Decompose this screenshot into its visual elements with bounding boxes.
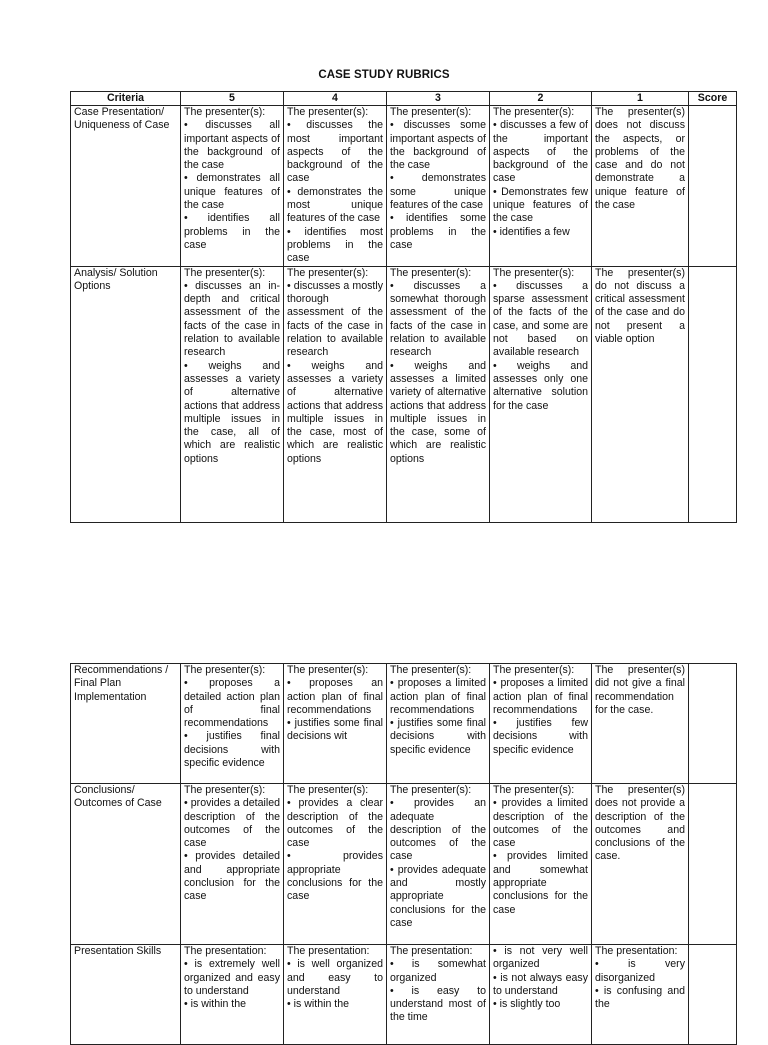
cell-text-line: • weighs and assesses only one alternative solution for the case xyxy=(493,359,588,412)
cell-text-line: The presenter(s): xyxy=(184,784,266,796)
cell-text-line: • demonstrates all unique features of the case xyxy=(184,172,280,212)
level-2-cell xyxy=(490,784,592,945)
cell-text-line: • provides an adequate description of the outcomes of the case xyxy=(390,797,486,863)
cell-text-line: • is easy to understand most of the time xyxy=(390,984,486,1024)
cell-text-line: The presenter(s): xyxy=(287,106,369,118)
level-4-cell xyxy=(284,945,387,1045)
score-cell xyxy=(689,784,737,945)
cell-text-line: • proposes a limited action plan of final recommendations xyxy=(390,677,486,716)
cell-text-line: The presenter(s): xyxy=(287,664,369,676)
level-3-cell xyxy=(387,106,490,267)
cell-text-line: • justifies some final decisions wit xyxy=(287,717,383,743)
criteria-cell: Recommendations / Final Plan Implementation xyxy=(71,664,181,784)
table-row xyxy=(71,106,737,267)
cell-text-line: • is well organized and easy to understand xyxy=(287,958,383,997)
cell-text-line: • provides a limited description of the outcomes of the case xyxy=(493,797,588,850)
level-5-cell xyxy=(181,106,284,267)
cell-text-line: The presentation: xyxy=(390,945,473,957)
level-5-cell xyxy=(181,945,284,1045)
cell-text-line: • weighs and assesses a variety of alternative actions that address multiple issues in the case, all of which are realistic options xyxy=(184,359,280,465)
cell-text-line: • discusses an in-depth and critical assessment of the facts of the case in relation to available research xyxy=(184,279,280,359)
cell-text-line: The presenter(s): xyxy=(493,106,575,118)
cell-text-line: • provides adequate and mostly appropriate conclusions for the case xyxy=(390,863,486,929)
header-score: Score xyxy=(689,92,737,106)
cell-text-line: • discusses a somewhat thorough assessment of the facts of the case in relation to available research xyxy=(390,279,486,359)
level-5-cell xyxy=(181,266,284,522)
level-1-cell: The presenter(s) do not discuss a critical assessment of the case and do not present a viable option xyxy=(592,266,689,522)
header-score-5: 5 xyxy=(181,92,284,106)
cell-text-line: • proposes an action plan of final recommendations xyxy=(287,677,383,716)
score-cell xyxy=(689,106,737,267)
level-1-cell xyxy=(592,945,689,1045)
level-1-cell: The presenter(s) does not provide a description of the outcomes and conclusions of the case. xyxy=(592,784,689,945)
criteria-cell: Conclusions/ Outcomes of Case xyxy=(71,784,181,945)
cell-text-line: The presenter(s): xyxy=(493,266,575,279)
header-score-2: 2 xyxy=(490,92,592,106)
level-4-cell xyxy=(284,266,387,522)
cell-text-line: • provides appropriate conclusions for the case xyxy=(287,850,383,903)
level-3-cell xyxy=(387,266,490,522)
rubric-table-page-2 xyxy=(70,663,737,1045)
cell-text-line: • is very disorganized xyxy=(595,958,685,984)
level-1-cell: The presenter(s) did not give a final recommendation for the case. xyxy=(592,664,689,784)
table-row xyxy=(71,784,737,945)
cell-text-line: • discusses a sparse assessment of the facts of the case, and some are not based on available research xyxy=(493,279,588,359)
cell-text-line: • demonstrates some unique features of the case xyxy=(390,172,486,212)
score-cell xyxy=(689,664,737,784)
cell-text-line: • demonstrates the most unique features of the case xyxy=(287,185,383,225)
cell-text-line: • proposes a limited action plan of final recommendations xyxy=(493,677,588,716)
level-1-cell: The presenter(s) does not discuss the aspects, or problems of the case and do not demonstrate a unique feature of the case xyxy=(592,106,689,267)
table-row xyxy=(71,945,737,1045)
cell-text-line: • identifies a few xyxy=(493,225,570,238)
cell-text-line: The presentation: xyxy=(287,945,370,957)
cell-text-line: • is within the xyxy=(287,998,350,1011)
cell-text-line: The presenter(s): xyxy=(287,784,369,796)
level-4-cell xyxy=(284,784,387,945)
level-3-cell xyxy=(387,664,490,784)
cell-text-line: • is extremely well organized and easy to understand xyxy=(184,958,280,997)
level-4-cell xyxy=(284,106,387,267)
rubric-table-page-1 xyxy=(70,91,737,523)
table-row xyxy=(71,266,737,522)
cell-text-line: • proposes a detailed action plan of final recommendations xyxy=(184,677,280,730)
cell-text-line: • provides limited and somewhat appropriate conclusions for the case xyxy=(493,850,588,916)
cell-text-line: • is within the xyxy=(184,998,247,1011)
score-cell xyxy=(689,266,737,522)
cell-text-line: • discusses some important aspects of the background of the case xyxy=(390,119,486,172)
table-row xyxy=(71,664,737,784)
cell-text-line: • weighs and assesses a limited variety of alternative actions that address multiple issues in the case, some of which are realistic options xyxy=(390,359,486,465)
header-score-1: 1 xyxy=(592,92,689,106)
score-cell xyxy=(689,945,737,1045)
cell-text-line: The presenter(s): xyxy=(390,664,472,676)
cell-text-line: • is not very well organized xyxy=(493,945,588,971)
cell-text-line: • justifies few decisions with specific evidence xyxy=(493,717,588,756)
cell-text-line: • provides a clear description of the outcomes of the case xyxy=(287,797,383,850)
cell-text-line: • is not always easy to understand xyxy=(493,971,588,997)
cell-text-line: The presentation: xyxy=(184,945,267,957)
cell-text-line: • weighs and assesses a variety of alternative actions that address multiple issues in the case, most of which are realistic options xyxy=(287,359,383,465)
level-5-cell xyxy=(181,784,284,945)
cell-text-line: • discusses the most important aspects of the background of the case xyxy=(287,119,383,185)
level-3-cell xyxy=(387,945,490,1045)
header-score-3: 3 xyxy=(387,92,490,106)
header-score-4: 4 xyxy=(284,92,387,106)
cell-text-line: • identifies most problems in the case xyxy=(287,225,383,265)
cell-text-line: • identifies some problems in the case xyxy=(390,212,486,251)
header-criteria: Criteria xyxy=(71,92,181,106)
cell-text-line: The presenter(s): xyxy=(390,784,472,796)
cell-text-line: The presenter(s): xyxy=(493,784,575,796)
cell-text-line: The presenter(s): xyxy=(493,664,575,676)
cell-text-line: • is somewhat organized xyxy=(390,958,486,984)
level-3-cell xyxy=(387,784,490,945)
cell-text-line: • provides detailed and appropriate conclusion for the case xyxy=(184,850,280,903)
criteria-cell: Presentation Skills xyxy=(71,945,181,1045)
cell-text-line: The presentation: xyxy=(595,945,678,957)
header-row xyxy=(71,92,737,106)
cell-text-line: The presenter(s): xyxy=(184,106,266,118)
level-2-cell xyxy=(490,266,592,522)
cell-text-line: • discusses all important aspects of the background of the case xyxy=(184,119,280,172)
level-5-cell xyxy=(181,664,284,784)
cell-text-line: The presenter(s): xyxy=(390,106,472,118)
cell-text-line: • identifies all problems in the case xyxy=(184,212,280,251)
criteria-cell: Case Presentation/ Uniqueness of Case xyxy=(71,106,181,267)
level-2-cell xyxy=(490,664,592,784)
cell-text-line: The presenter(s): xyxy=(287,266,369,279)
cell-text-line: • is slightly too xyxy=(493,998,561,1011)
cell-text-line: The presenter(s): xyxy=(184,266,266,279)
cell-text-line: • justifies final decisions with specific evidence xyxy=(184,730,280,770)
cell-text-line: The presenter(s): xyxy=(184,664,266,676)
criteria-cell: Analysis/ Solution Options xyxy=(71,266,181,522)
cell-text-line: • discusses a mostly thorough assessment of the facts of the case in relation to available research xyxy=(287,279,383,359)
cell-text-line: • discusses a few of the important aspects of the background of the case xyxy=(493,119,588,185)
cell-text-line: • justifies some final decisions with specific evidence xyxy=(390,717,486,756)
level-4-cell xyxy=(284,664,387,784)
level-2-cell xyxy=(490,945,592,1045)
document-title: CASE STUDY RUBRICS xyxy=(318,69,450,81)
cell-text-line: The presenter(s): xyxy=(390,266,472,279)
level-2-cell xyxy=(490,106,592,267)
cell-text-line: • provides a detailed description of the outcomes of the case xyxy=(184,797,280,850)
cell-text-line: • Demonstrates few unique features of the case xyxy=(493,185,588,225)
cell-text-line: • is confusing and the xyxy=(595,984,685,1011)
